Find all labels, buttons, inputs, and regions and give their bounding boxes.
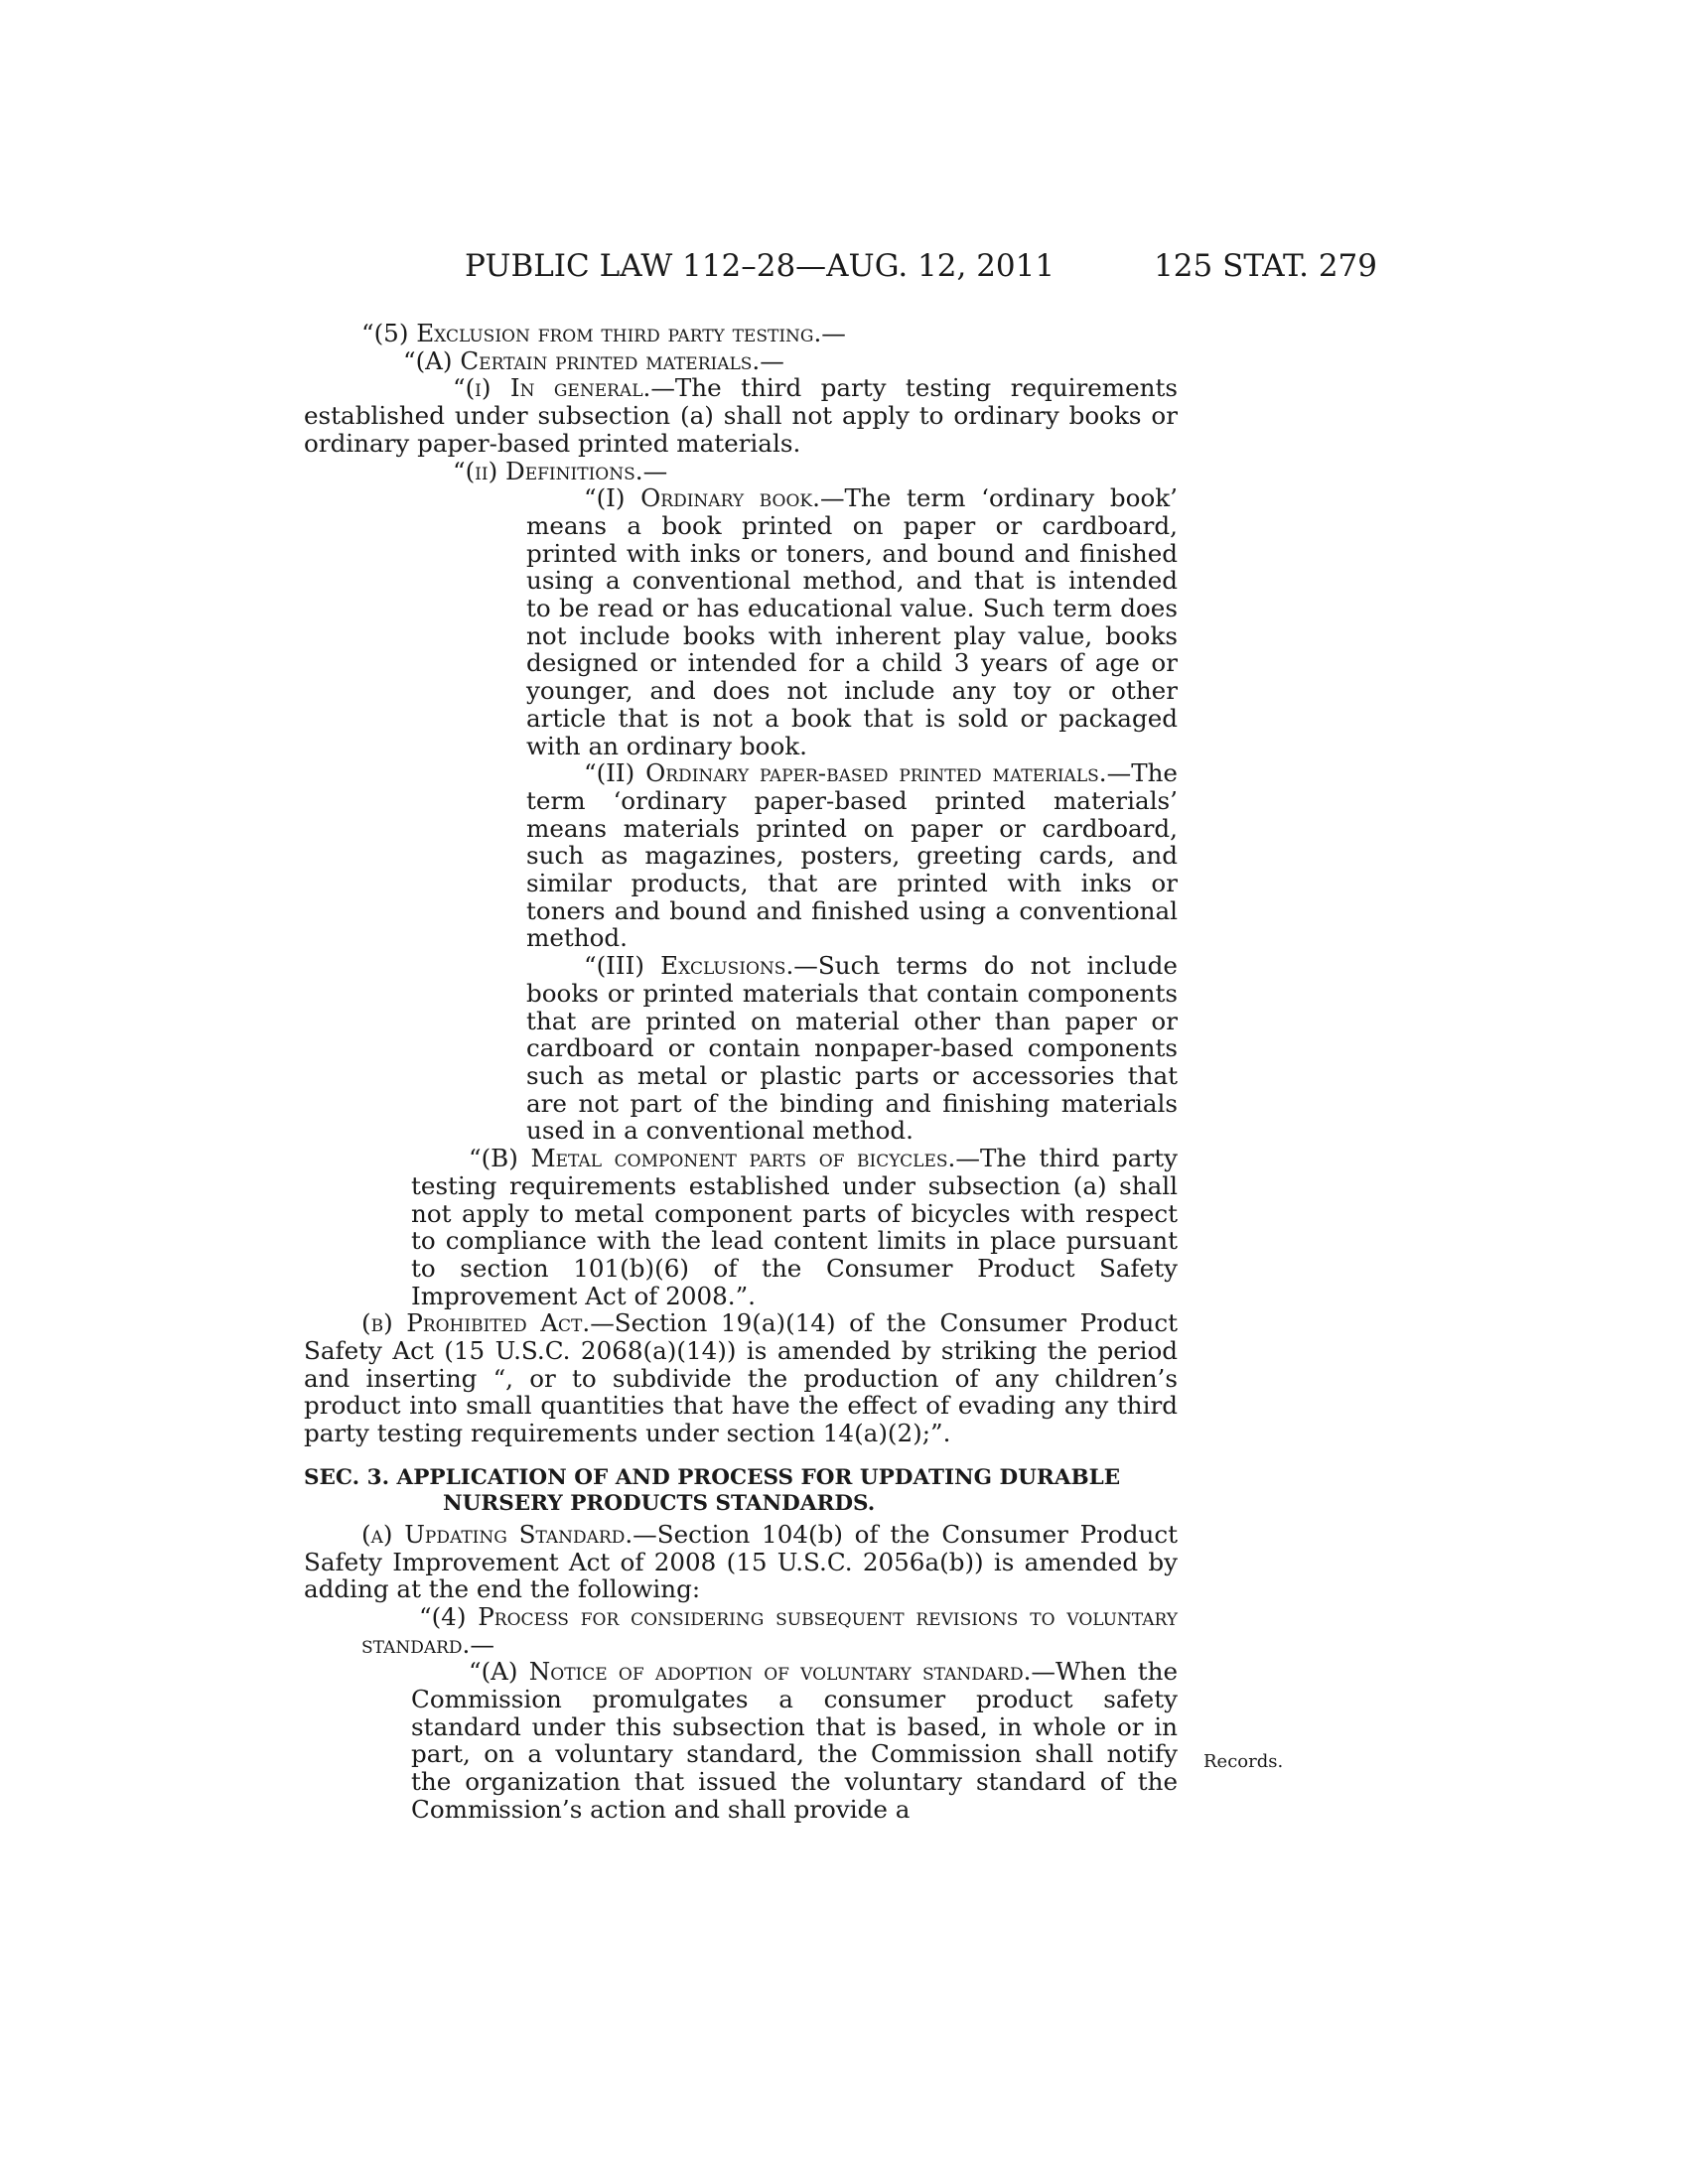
para-A-notice <box>304 1658 1178 1823</box>
para-b-prohibited-act <box>304 1309 1178 1447</box>
para-a-updating-standard <box>304 1521 1178 1603</box>
para-i-general <box>304 374 1178 457</box>
para-A-notice-head: “(A) Notice of adoption of voluntary standard. <box>469 1657 1032 1687</box>
para-i-head: “(i) In general. <box>453 373 651 403</box>
document-body <box>304 320 1178 1824</box>
para-4-heading: “(4) Process for considering subsequent revisions to voluntary standard.— <box>361 1601 1178 1659</box>
statute-page-number: 125 STAT. 279 <box>1154 248 1377 284</box>
section-3-heading: SEC. 3. APPLICATION OF AND PROCESS FOR UPDATING DURABLE NURSERY PRODUCTS STANDARDS. <box>304 1464 1121 1516</box>
page-header <box>465 248 1377 288</box>
para-A-heading: “(A) Certain printed materials.— <box>403 345 784 375</box>
para-B-text: —The third party testing requirements established under subsection (a) shall not apply to metal component parts of bicycles with respect to compliance with the lead content limits in place pursuant to section 101(b)(6) of the Consumer Product Safety Improvement Act of 2008.”. <box>411 1144 1178 1310</box>
public-law-title: PUBLIC LAW 112–28—AUG. 12, 2011 <box>465 248 1055 284</box>
para-i-text: —The third party testing requirements established under subsection (a) shall not apply to ordinary books or ordinary paper-based printed materials. <box>304 373 1178 458</box>
para-B-bicycles <box>304 1145 1178 1309</box>
para-II-paper-materials <box>304 759 1178 952</box>
para-III-text: —Such terms do not include books or printed materials that contain components that are printed on material other than paper or cardboard or contain nonpaper-based components such as metal or plastic parts or accessories that are not part of the binding and finishing materials used in a conventional method. <box>526 951 1178 1146</box>
margin-note-records: Records. <box>1203 1751 1284 1772</box>
para-I-ordinary-book <box>304 484 1178 759</box>
para-II-text: —The term ‘ordinary paper-based printed materials’ means materials printed on paper or cardboard, such as magazines, posters, greeting cards, and similar products, that are printed with inks or toners and bound and finished using a conventional method. <box>526 758 1178 953</box>
para-I-head: “(I) Ordinary book. <box>584 483 820 513</box>
para-a-head: (a) Updating Standard. <box>361 1519 633 1549</box>
para-B-head: “(B) Metal component parts of bicycles. <box>469 1144 956 1173</box>
para-A-notice-text: —When the Commission promulgates a consumer product safety standard under this subsection that is based, in whole or in part, on a voluntary standard, the Commission shall notify the organization that issued the voluntary standard of the Commission’s action and shall provide a <box>411 1657 1179 1824</box>
para-II-head: “(II) Ordinary paper-based printed materials. <box>584 758 1107 788</box>
para-III-head: “(III) Exclusions. <box>584 951 794 981</box>
para-5-heading: “(5) Exclusion from third party testing.— <box>361 319 846 347</box>
para-b-head: (b) Prohibited Act. <box>361 1308 591 1338</box>
para-b-text: —Section 19(a)(14) of the Consumer Product Safety Act (15 U.S.C. 2068(a)(14)) is amended by striking the period and inserting “, or to subdivide the production of any children’s product into small quantities that have the effect of evading any third party testing requirements under section 14(a)(2);”. <box>304 1308 1178 1448</box>
para-I-text: —The term ‘ordinary book’ means a book printed on paper or cardboard, printed with inks or toners, and bound and finished using a conventional method, and that is intended to be read or has educational value. Such term does not include books with inherent play value, books designed or intended for a child 3 years of age or younger, and does not include any toy or other article that is not a book that is sold or packaged with an ordinary book. <box>526 483 1178 760</box>
para-III-exclusions <box>304 952 1178 1145</box>
para-a-text: —Section 104(b) of the Consumer Product Safety Improvement Act of 2008 (15 U.S.C. 2056a(b)) is amended by adding at the end the following: <box>304 1519 1178 1604</box>
para-ii-heading: “(ii) Definitions.— <box>453 456 668 485</box>
